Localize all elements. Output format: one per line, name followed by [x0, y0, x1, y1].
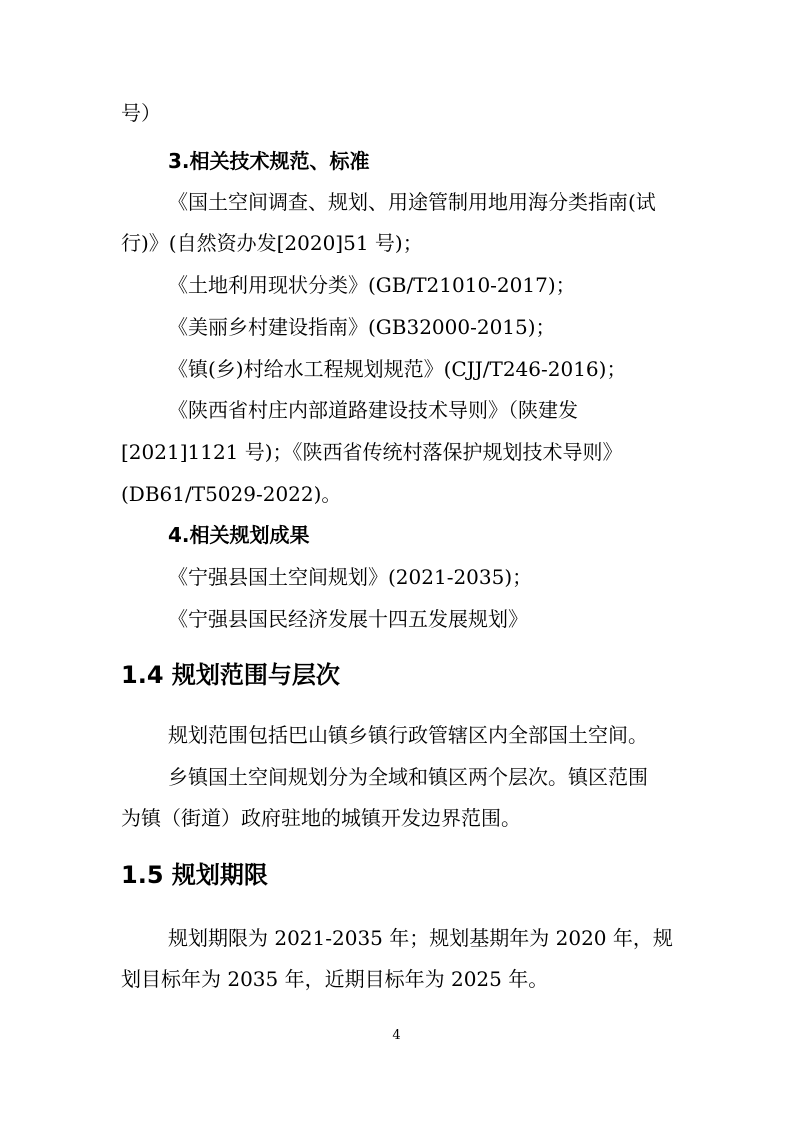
- text-line: 号）: [121, 101, 161, 125]
- text-line: 《土地利用现状分类》(GB/T21010-2017)；: [168, 273, 576, 297]
- text-line: 《陕西省村庄内部道路建设技术导则》（陕建发: [168, 398, 578, 422]
- section-heading: 1.4 规划范围与层次: [121, 661, 340, 689]
- section-heading: 1.5 规划期限: [121, 861, 268, 889]
- text-line: 《国土空间调查、规划、用途管制用地用海分类指南(试: [168, 190, 656, 214]
- page-number: 4: [392, 1028, 401, 1043]
- subsection-heading: 3.相关技术规范、标准: [168, 149, 370, 173]
- text-line: 乡镇国土空间规划分为全域和镇区两个层次。镇区范围: [168, 765, 648, 789]
- text-line: (DB61/T5029-2022)。: [121, 482, 342, 506]
- text-line: 《美丽乡村建设指南》(GB32000-2015)；: [168, 315, 556, 339]
- text-line: 为镇（街道）政府驻地的城镇开发边界范围。: [121, 806, 521, 830]
- text-line: 划目标年为 2035 年，近期目标年为 2025 年。: [121, 967, 549, 991]
- text-line: 《宁强县国民经济发展十四五发展规划》: [168, 607, 528, 631]
- text-line: 规划期限为 2021-2035 年；规划基期年为 2020 年，规: [168, 926, 673, 950]
- text-line: 行)》(自然资办发[2020]51 号)；: [121, 231, 423, 255]
- text-line: 《宁强县国土空间规划》(2021-2035)；: [168, 565, 533, 589]
- text-line: [2021]1121 号)；《陕西省传统村落保护规划技术导则》: [121, 440, 623, 464]
- text-line: 规划范围包括巴山镇乡镇行政管辖区内全部国土空间。: [168, 723, 648, 747]
- subsection-heading: 4.相关规划成果: [168, 523, 310, 547]
- text-line: 《镇(乡)村给水工程规划规范》(CJJ/T246-2016)；: [168, 357, 627, 381]
